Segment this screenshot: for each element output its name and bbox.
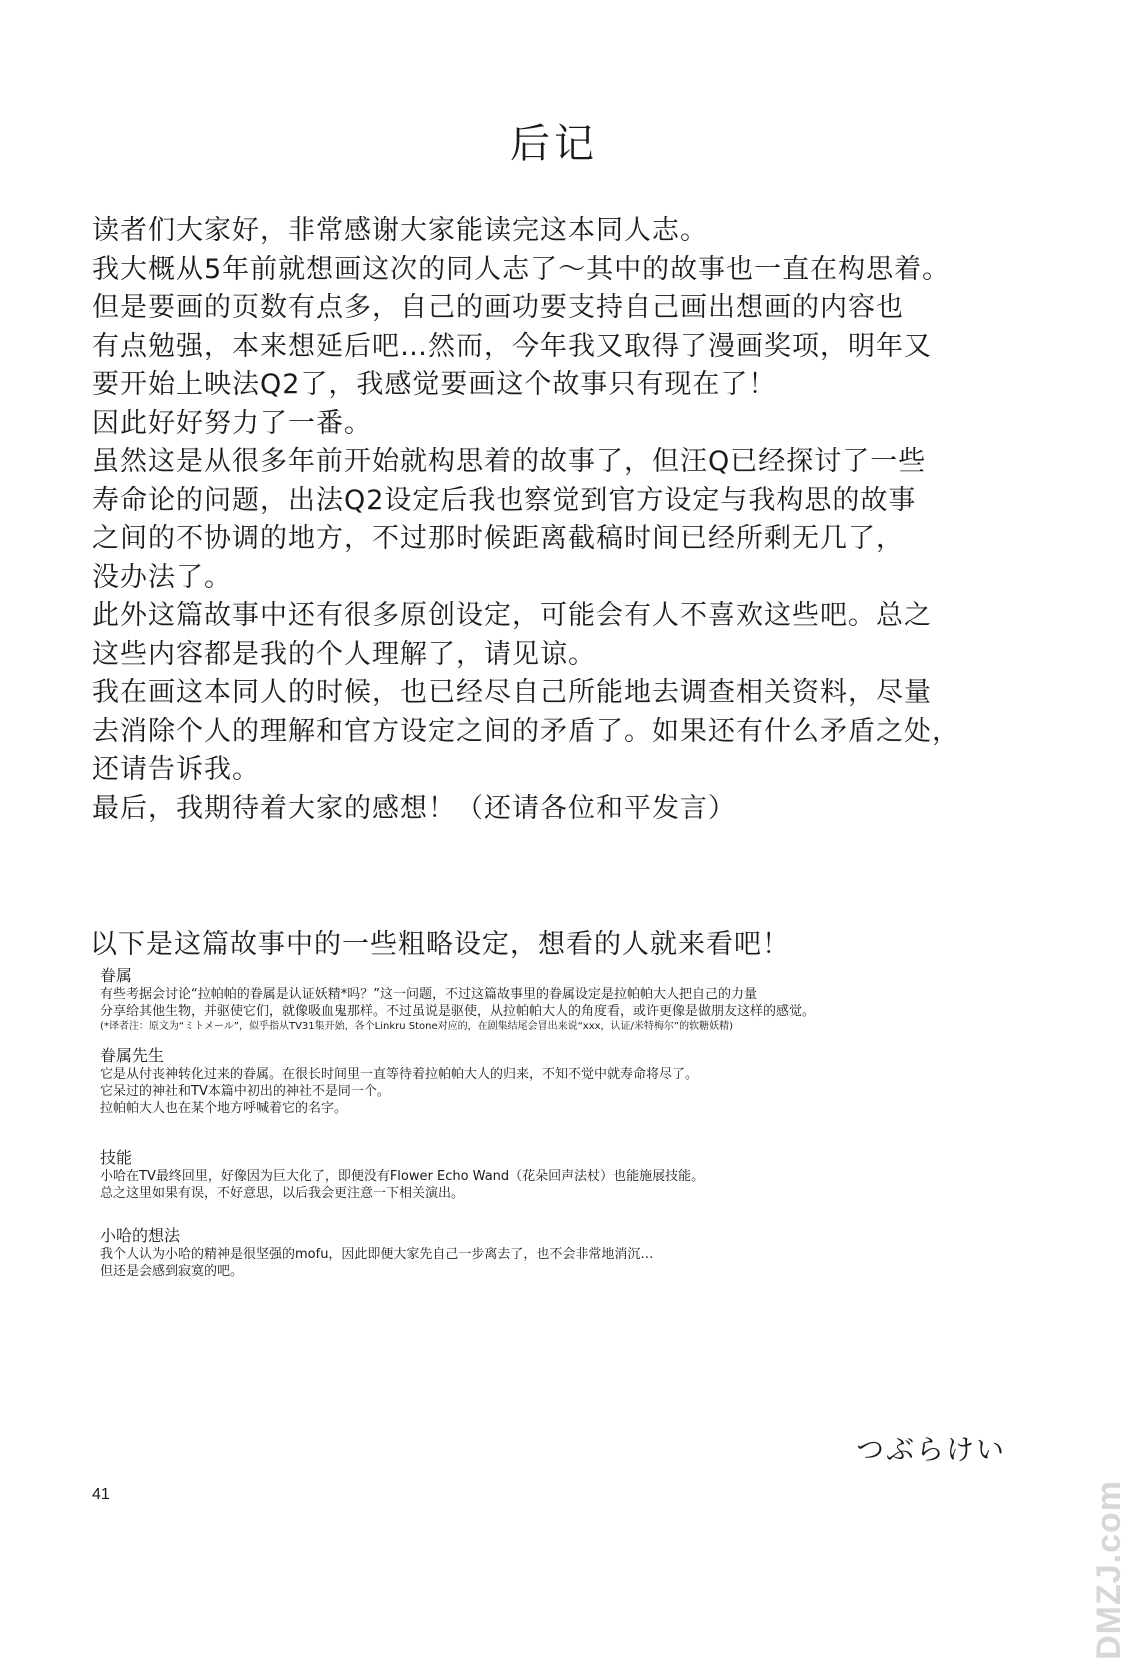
body-line: 因此好好努力了一番。 [92,407,372,439]
body-line: 读者们大家好，非常感谢大家能读完这本同人志。 [92,215,708,246]
section-thoughts [100,1226,1080,1280]
section-line: 它是从付丧神转化过来的眷属。在很长时间里一直等待着拉帕帕大人的归来，不知不觉中就寿命将尽了。 [100,1067,699,1082]
section-kin-mister [100,1046,1080,1117]
body-line: 但是要画的页数有点多，自己的画功要支持自己画出想画的内容也 [92,292,904,323]
afterword-body [92,212,1052,828]
section-line: 小哈在TV最终回里，好像因为巨大化了，即便没有Flower Echo Wand（花朵回声法杖）也能施展技能。 [100,1169,705,1184]
section-line: 总之这里如果有误，不好意思，以后我会更注意一下相关演出。 [100,1186,465,1201]
author-signature: つぶらけい [855,1433,1006,1466]
section-title: 技能 [100,1148,133,1167]
section-title: 小哈的想法 [100,1226,181,1245]
body-line: 此外这篇故事中还有很多原创设定，可能会有人不喜欢这些吧。总之 [92,600,932,631]
body-line: 去消除个人的理解和官方设定之间的矛盾了。如果还有什么矛盾之处， [92,715,960,747]
body-line: 还请告诉我。 [92,754,260,785]
settings-heading: 以下是这篇故事中的一些粗略设定，想看的人就来看吧！ [90,929,790,960]
section-title: 眷属先生 [100,1046,165,1065]
body-line: 我大概从5年前就想画这次的同人志了～其中的故事也一直在构思着。 [92,253,951,285]
page-number: 41 [92,1486,110,1503]
section-line: 有些考据会讨论“拉帕帕的眷属是认证妖精*吗？”这一问题，不过这篇故事里的眷属设定是拉帕帕大人把自己的力量 [100,987,757,1002]
watermark-logo: DMZJ.com [1090,1480,1128,1660]
body-line: 我在画这本同人的时候，也已经尽自己所能地去调查相关资料，尽量 [92,677,932,708]
section-kin [100,966,1080,1034]
translator-note: (*译者注：原文为“ミトメール”，似乎指从TV31集开始，各个Linkru Stone对应的，在剧集结尾会冒出来说“xxx，认证/米特梅尔”的软糖妖精) [100,1021,734,1032]
body-line: 要开始上映法Q2了，我感觉要画这个故事只有现在了！ [92,369,777,400]
section-line: 但还是会感到寂寞的吧。 [100,1264,244,1279]
section-line: 拉帕帕大人也在某个地方呼喊着它的名字。 [100,1101,348,1116]
body-line: 有点勉强，本来想延后吧…然而，今年我又取得了漫画奖项，明年又 [92,330,932,362]
page-title: 后记 [510,121,598,167]
section-line: 它呆过的神社和TV本篇中初出的神社不是同一个。 [100,1084,390,1099]
section-line: 我个人认为小哈的精神是很坚强的mofu，因此即便大家先自己一步离去了，也不会非常地消沉… [100,1247,654,1262]
body-line: 没办法了。 [92,561,232,593]
section-skill [100,1148,1080,1202]
body-line: 寿命论的问题，出法Q2设定后我也察觉到官方设定与我构思的故事 [92,484,917,516]
body-line: 最后，我期待着大家的感想！（还请各位和平发言） [92,792,736,824]
body-line: 虽然这是从很多年前开始就构思着的故事了，但汪Q已经探讨了一些 [92,446,927,477]
section-line: 分享给其他生物，并驱使它们，就像吸血鬼那样。不过虽说是驱使，从拉帕帕大人的角度看，或许更像是做朋友这样的感觉。 [100,1004,816,1019]
body-line: 这些内容都是我的个人理解了，请见谅。 [92,638,596,670]
body-line: 之间的不协调的地方，不过那时候距离截稿时间已经所剩无几了， [92,523,904,554]
section-title: 眷属 [100,966,133,985]
